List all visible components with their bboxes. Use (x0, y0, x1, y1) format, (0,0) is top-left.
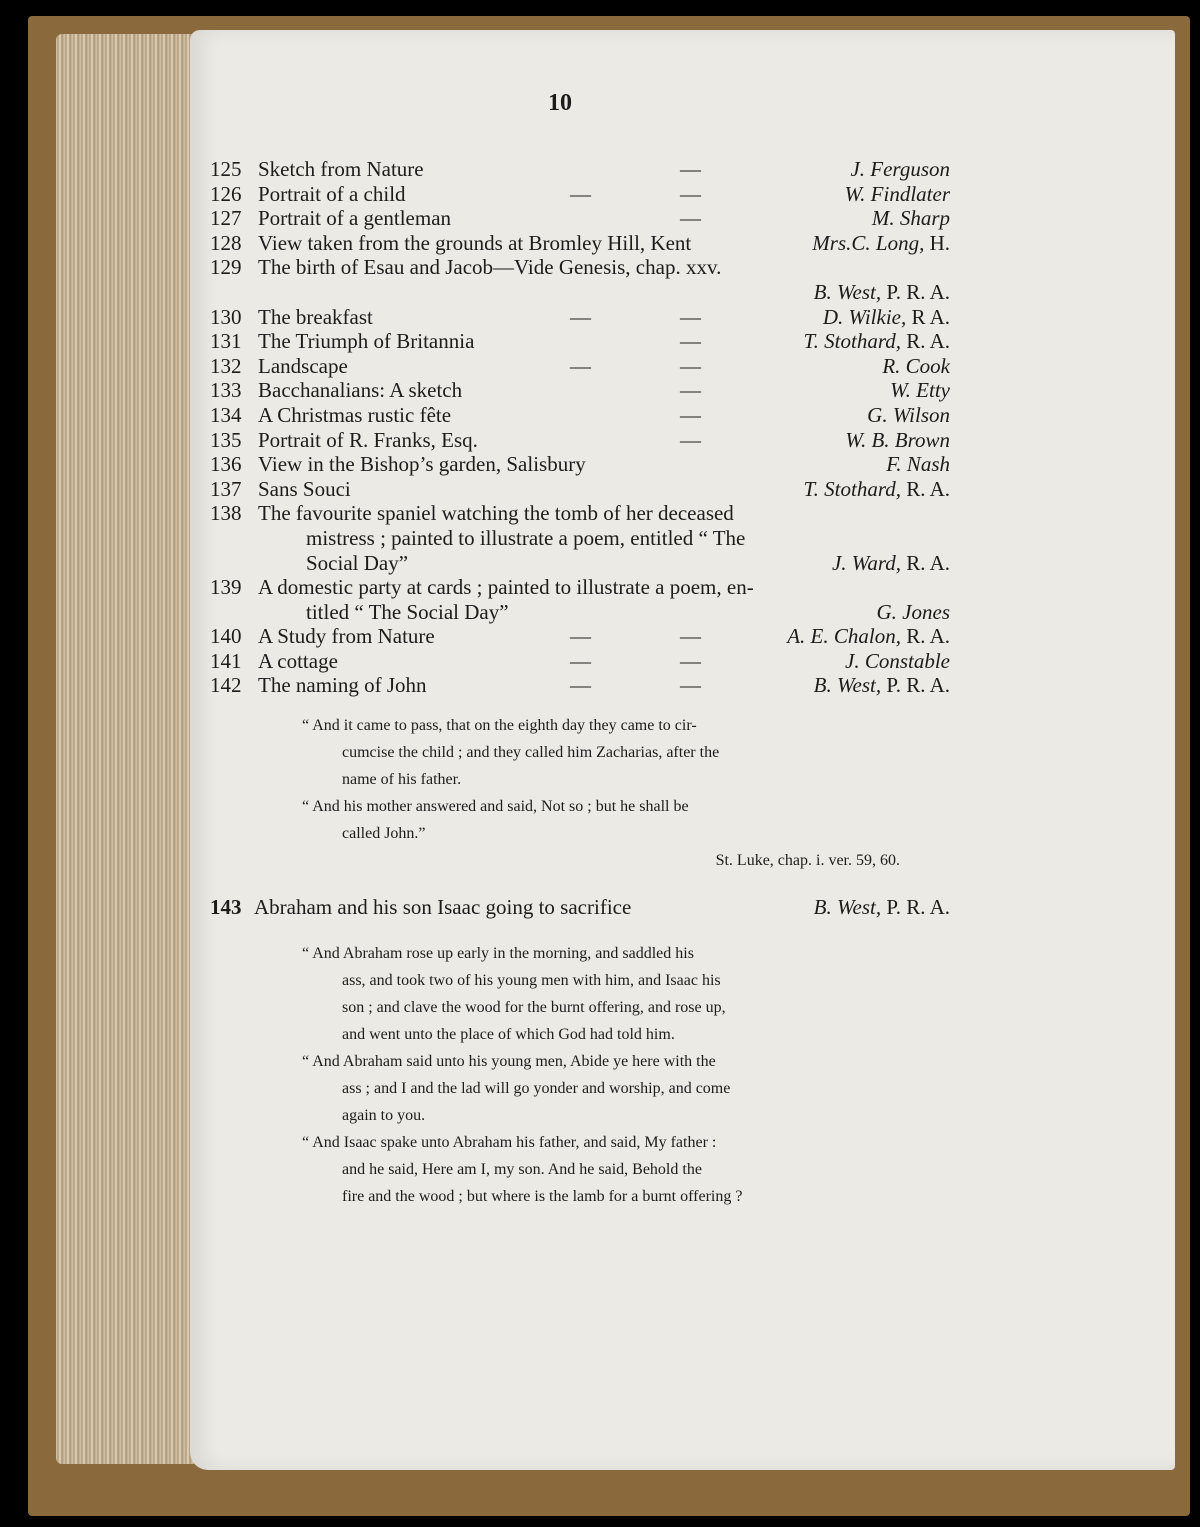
quote-line: “ And Abraham said unto his young men, Abide ye here with the (302, 1053, 716, 1071)
entry-artist (845, 649, 950, 674)
entry-number: 133 (210, 378, 242, 403)
entries-list-140-142 (210, 624, 950, 698)
entry-title: mistress ; painted to illustrate a poem, entitled “ The (306, 525, 746, 550)
list-item-continuation (210, 600, 950, 625)
entry-artist: B. West, P. R. A. (813, 895, 950, 920)
quote-line: “ And Abraham rose up early in the morning, and saddled his (302, 945, 694, 963)
artist-suffix: R. A. (900, 624, 950, 649)
entry-artist (845, 182, 950, 207)
entry-number: 135 (210, 427, 242, 452)
separator-dash: — (680, 329, 701, 354)
artist-name: J. Ward, (831, 550, 901, 575)
entry-artist (845, 428, 950, 453)
separator-dash: — (570, 304, 591, 329)
list-item (210, 255, 950, 280)
entry-number: 125 (210, 157, 242, 181)
entry-artist (890, 378, 950, 403)
entry-title: The naming of John (258, 673, 427, 698)
quote-143 (210, 940, 950, 1210)
list-item (210, 477, 950, 502)
entry-artist (787, 624, 950, 649)
separator-dash: — (680, 378, 701, 403)
list-item (210, 428, 950, 453)
entry-number: 141 (210, 648, 242, 673)
separator-dash: — (680, 181, 701, 206)
separator-dash: — (680, 673, 701, 698)
entry-artist (886, 452, 950, 477)
entry-138-continuation (210, 526, 950, 575)
entry-title: Sketch from Nature (258, 157, 424, 181)
entry-title: titled “ The Social Day” (306, 599, 509, 624)
entry-artist (812, 231, 950, 256)
entry-143 (210, 894, 950, 920)
list-item (210, 649, 950, 674)
list-item (210, 354, 950, 379)
entry-title: Portrait of a gentleman (258, 206, 452, 231)
list-item (210, 403, 950, 428)
entry-artist (850, 157, 950, 182)
quote-line: ass, and took two of his young men with him, and Isaac his (342, 972, 721, 990)
quote-line: son ; and clave the wood for the burnt offering, and rose up, (342, 999, 726, 1017)
list-item (210, 157, 950, 182)
entry-title: Sans Souci (258, 476, 351, 501)
list-item (210, 452, 950, 477)
artist-name: F. Nash (886, 452, 950, 477)
artist-name: G. Wilson (867, 402, 950, 427)
entry-title: A Study from Nature (258, 624, 435, 649)
entry-number: 126 (210, 181, 242, 206)
artist-name: T. Stothard, (803, 476, 901, 501)
quote-line: cumcise the child ; and they called him Zacharias, after the (342, 744, 720, 762)
quote-line: “ And Isaac spake unto Abraham his father, and said, My father : (302, 1134, 717, 1152)
entry-artist (882, 354, 950, 379)
artist-name: W. B. Brown (845, 427, 950, 452)
entry-title: The birth of Esau and Jacob—Vide Genesis, chap. xxv. (258, 255, 722, 280)
list-item (210, 378, 950, 403)
artist-name: Mrs.C. Long, (812, 230, 925, 255)
entry-title: A Christmas rustic fête (258, 402, 452, 427)
quote-line: again to you. (342, 1107, 426, 1125)
list-item (210, 280, 950, 305)
list-item (210, 501, 950, 526)
quote-line: and he said, Here am I, my son. And he said, Behold the (342, 1161, 702, 1179)
entry-number: 138 (210, 501, 242, 526)
entry-title: The Triumph of Britannia (258, 329, 475, 354)
list-item (210, 305, 950, 330)
artist-name: D. Wilkie, (822, 304, 907, 329)
entry-artist (872, 206, 950, 231)
entry-artist (832, 551, 950, 576)
entry-title: Portrait of a child (258, 181, 406, 206)
quote-line: ass ; and I and the lad will go yonder and worship, and come (342, 1080, 731, 1098)
entry-artist (823, 305, 950, 330)
entry-title: View in the Bishop’s garden, Salisbury (258, 452, 586, 477)
entry-title: Abraham and his son Isaac going to sacrifice (254, 895, 632, 920)
artist-name: G. Jones (876, 599, 950, 624)
entry-artist (814, 673, 950, 698)
entry-number: 137 (210, 476, 242, 501)
entry-artist (877, 600, 950, 625)
entry-number: 140 (210, 624, 242, 649)
list-item (210, 575, 950, 600)
entry-number: 132 (210, 353, 242, 378)
page-number: 10 (548, 90, 572, 116)
list-item-continuation (210, 551, 950, 576)
entry-title: Social Day” (306, 550, 409, 575)
entry-title: The favourite spaniel watching the tomb of her deceased (258, 501, 734, 526)
entry-artist (814, 280, 950, 305)
artist-suffix: R A. (906, 304, 950, 329)
list-item-continuation (210, 526, 950, 551)
entry-number: 129 (210, 255, 242, 280)
citation-142: St. Luke, chap. i. ver. 59, 60. (715, 852, 900, 870)
separator-dash: — (570, 648, 591, 673)
list-item (210, 231, 950, 256)
artist-suffix: H. (924, 230, 950, 255)
entry-number: 128 (210, 230, 242, 255)
separator-dash: — (570, 624, 591, 649)
artist-name: B. West, (813, 673, 882, 698)
entries-list (210, 157, 950, 526)
artist-name: B. West, (813, 279, 882, 304)
separator-dash: — (570, 673, 591, 698)
artist-suffix: R. A. (900, 550, 950, 575)
quote-line: “ And his mother answered and said, Not so ; but he shall be (302, 798, 689, 816)
separator-dash: — (570, 353, 591, 378)
list-item (210, 182, 950, 207)
separator-dash: — (680, 206, 701, 231)
entries-list-139 (210, 575, 950, 600)
artist-name: A. E. Chalon, (787, 624, 901, 649)
artist-name: W. Etty (890, 378, 950, 403)
quote-line: fire and the wood ; but where is the lamb for a burnt offering ? (342, 1188, 743, 1206)
list-item (210, 673, 950, 698)
separator-dash: — (680, 157, 701, 181)
quote-line: called John.” (342, 825, 426, 843)
entry-number: 142 (210, 673, 242, 698)
list-item (210, 624, 950, 649)
entry-number: 130 (210, 304, 242, 329)
artist-name: T. Stothard, (803, 329, 901, 354)
entry-title: Landscape (258, 353, 348, 378)
artist-suffix: R. A. (900, 476, 950, 501)
quote-142 (210, 712, 950, 847)
quote-line: and went unto the place of which God had told him. (342, 1026, 675, 1044)
entry-artist (867, 403, 950, 428)
artist-suffix: P. R. A. (881, 673, 950, 698)
artist-name: R. Cook (882, 353, 950, 378)
entry-title: A domestic party at cards ; painted to illustrate a poem, en- (258, 575, 754, 600)
artist-name: W. Findlater (844, 181, 950, 206)
entry-139-continuation (210, 600, 950, 625)
separator-dash: — (680, 402, 701, 427)
separator-dash: — (570, 181, 591, 206)
page-content (210, 90, 950, 1210)
entry-number: 131 (210, 329, 242, 354)
entry-number: 136 (210, 452, 242, 477)
entry-title: Portrait of R. Franks, Esq. (258, 427, 478, 452)
artist-name: J. Constable (845, 648, 950, 673)
entry-title: Bacchanalians: A sketch (258, 378, 463, 403)
quote-line: “ And it came to pass, that on the eighth day they came to cir- (302, 717, 697, 735)
separator-dash: — (680, 624, 701, 649)
entry-number: 134 (210, 402, 242, 427)
separator-dash: — (680, 648, 701, 673)
entry-artist (804, 329, 950, 354)
separator-dash: — (680, 353, 701, 378)
entry-title: A cottage (258, 648, 338, 673)
artist-suffix: R. A. (900, 329, 950, 354)
entry-number: 139 (210, 575, 242, 600)
quote-line: name of his father. (342, 771, 462, 789)
artist-name: J. Ferguson (850, 157, 950, 181)
list-item (210, 206, 950, 231)
artist-name: M. Sharp (871, 206, 950, 231)
entry-title: The breakfast (258, 304, 373, 329)
page-edges (56, 34, 206, 1464)
separator-dash: — (680, 304, 701, 329)
artist-suffix: P. R. A. (881, 279, 950, 304)
entry-title: View taken from the grounds at Bromley Hill, Kent (258, 230, 692, 255)
entry-number: 143 (210, 895, 242, 920)
entry-number: 127 (210, 206, 242, 231)
entry-artist (804, 477, 950, 502)
separator-dash: — (680, 427, 701, 452)
list-item (210, 329, 950, 354)
